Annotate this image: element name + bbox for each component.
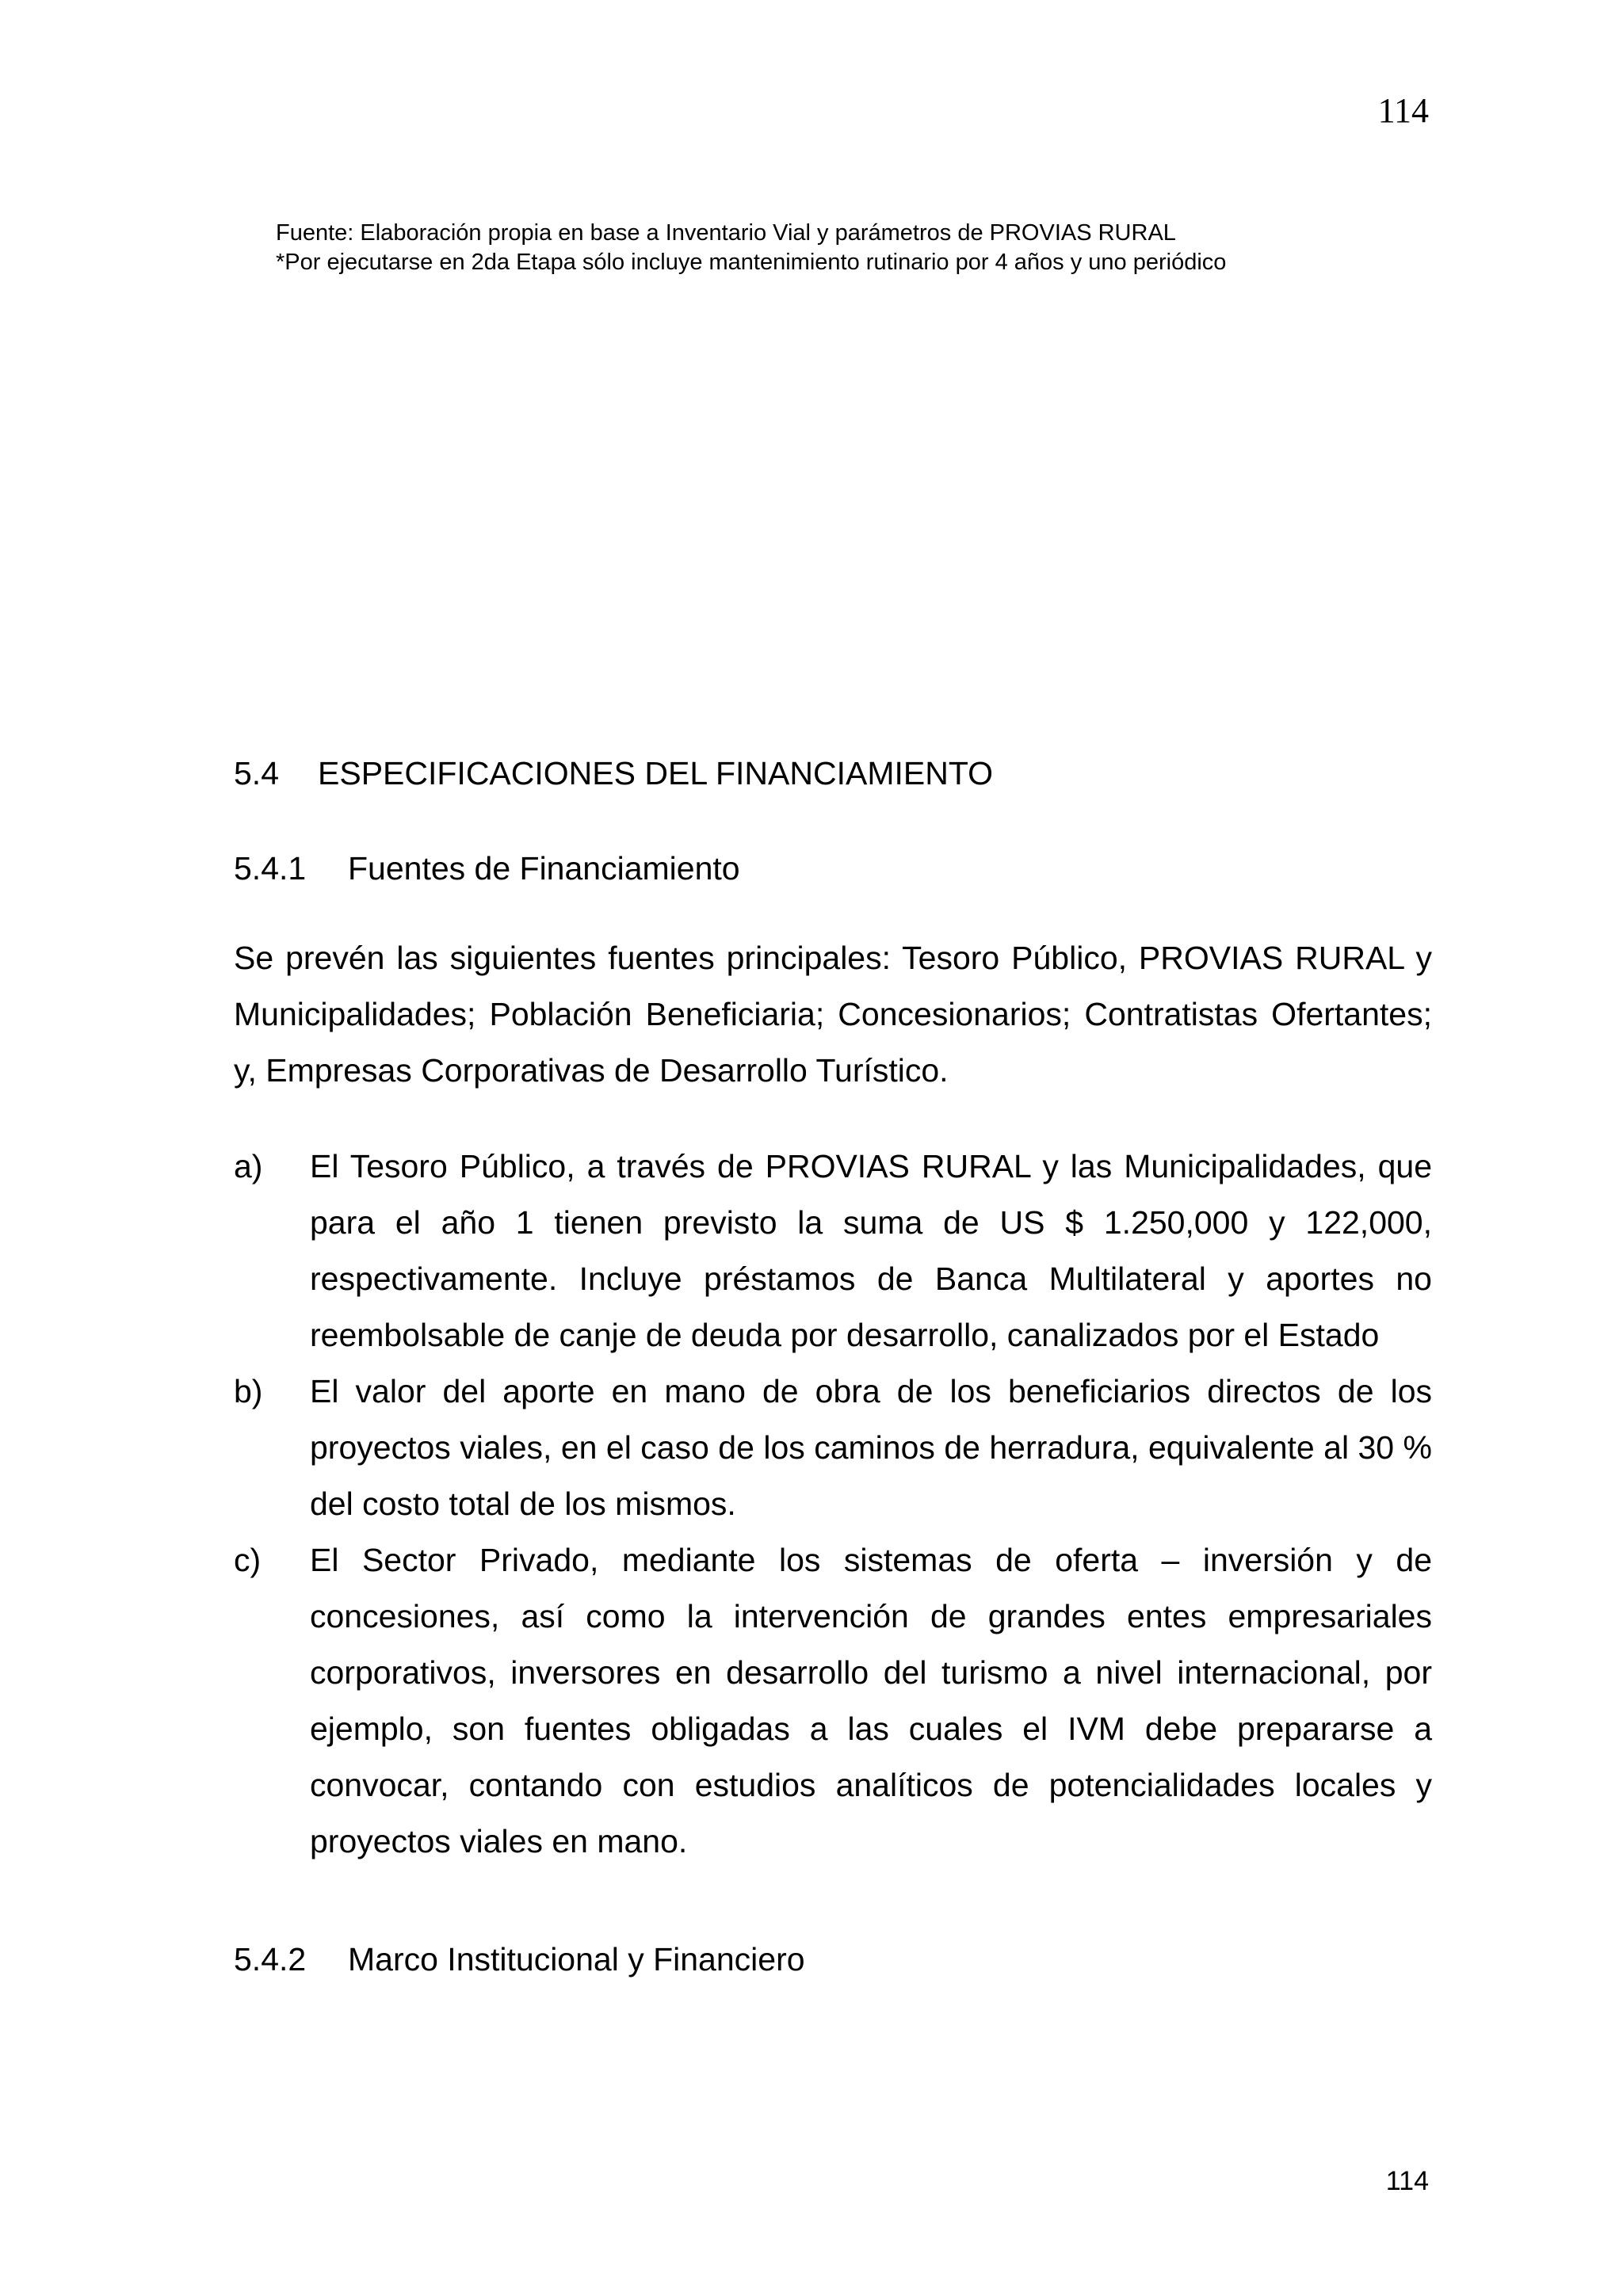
subsection-number: 5.4.2: [234, 1941, 307, 1978]
list-item: [234, 1532, 1432, 1870]
list-marker: c): [234, 1542, 262, 1578]
list-item: [234, 1363, 1432, 1532]
page-number-top: 114: [1377, 91, 1429, 130]
page-number-bottom: 114: [1385, 2166, 1429, 2196]
section-heading-5-4: [234, 757, 993, 790]
source-note-asterisk-line: *Por ejecutarse en 2da Etapa sólo incluye mantenimiento rutinario por 4 años y uno periódico: [276, 250, 1227, 275]
intro-paragraph: Se prevén las siguientes fuentes principales: Tesoro Público, PROVIAS RURAL y Municipalidades; Población Beneficiaria; Concesionarios; Contratistas Ofertantes; y, Empresas Corporativas de Desarrollo Turístico.: [234, 940, 1432, 1089]
list-item-text: El valor del aporte en mano de obra de los beneficiarios directos de los proyectos viales, en el caso de los caminos de herradura, equivalente al 30 % del costo total de los mismos.: [310, 1373, 1432, 1522]
section-title: ESPECIFICACIONES DEL FINANCIAMIENTO: [318, 755, 994, 791]
list-item-text: El Tesoro Público, a través de PROVIAS RURAL y las Municipalidades, que para el año 1 tienen previsto la suma de US $ 1.250,000 y 122,000, respectivamente. Incluye préstamos de Banca Multilateral y aportes no reembolsable de canje de deuda por desarrollo, canalizados por el Estado: [310, 1148, 1432, 1353]
source-note-line: Fuente: Elaboración propia en base a Inventario Vial y parámetros de PROVIAS RURAL: [276, 220, 1176, 246]
subsection-number: 5.4.1: [234, 850, 307, 887]
subsection-heading-5-4-1: [234, 852, 740, 885]
subsection-title: Marco Institucional y Financiero: [348, 1941, 805, 1978]
list-item-text: El Sector Privado, mediante los sistemas de oferta – inversión y de concesiones, así como la intervención de grandes entes empresariales corporativos, inversores en desarrollo del turismo a nivel internacional, por ejemplo, son fuentes obligadas a las cuales el IVM debe prepararse a convocar, contando con estudios analíticos de potencialidades locales y proyectos viales en mano.: [310, 1542, 1432, 1859]
funding-sources-list: [234, 1138, 1432, 1870]
section-number: 5.4: [234, 755, 279, 791]
subsection-title: Fuentes de Financiamiento: [348, 850, 740, 887]
list-item: [234, 1138, 1432, 1363]
subsection-heading-5-4-2: [234, 1943, 805, 1976]
list-marker: a): [234, 1148, 263, 1184]
list-marker: b): [234, 1373, 263, 1409]
table-source-notes: [276, 219, 1226, 277]
